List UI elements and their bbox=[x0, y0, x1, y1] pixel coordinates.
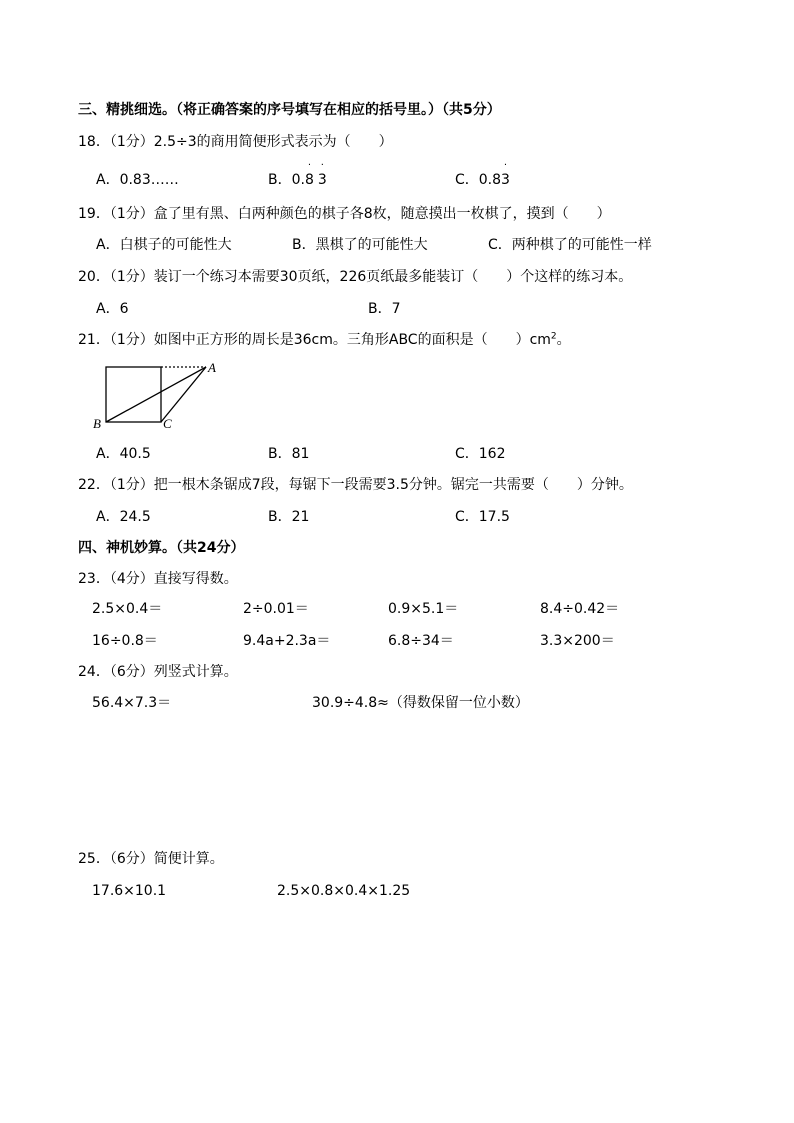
q19-stem: 19．（1分）盒了里有黑、白两种颜色的棋子各8枚，随意摸出一枚棋了，摸到（ ） bbox=[78, 206, 611, 222]
section-3-title: 三、精挑细选。（将正确答案的序号填写在相应的括号里。）（共5分） bbox=[78, 102, 501, 118]
q22-option-a: A．24.5 bbox=[96, 509, 151, 525]
q25-stem: 25．（6分）简便计算。 bbox=[78, 851, 224, 867]
section-4-title: 四、神机妙算。（共24分） bbox=[78, 540, 245, 556]
q18-stem: 18．（1分）2.5÷3的商用简便形式表示为（ ） bbox=[78, 134, 393, 150]
q24-item: 56.4×7.3＝ bbox=[92, 695, 172, 711]
q19-option-b: B．黑棋了的可能性大 bbox=[292, 237, 428, 253]
q23-item: 2÷0.01＝ bbox=[243, 601, 309, 617]
q23-item: 16÷0.8＝ bbox=[92, 633, 158, 649]
q19-option-a: A．白棋子的可能性大 bbox=[96, 237, 232, 253]
q19-option-c: C．两种棋了的可能性一样 bbox=[488, 237, 652, 253]
q23-stem: 23．（4分）直接写得数。 bbox=[78, 571, 238, 587]
q23-item: 2.5×0.4＝ bbox=[92, 601, 163, 617]
repeat-dot-icon: · bbox=[320, 160, 324, 171]
q18-option-b-digit-1: 8 bbox=[304, 172, 314, 188]
q23-item: 8.4÷0.42＝ bbox=[540, 601, 620, 617]
triangle-side-ba bbox=[106, 367, 206, 422]
label-a: A bbox=[208, 360, 216, 375]
repeat-dot-icon: · bbox=[503, 160, 508, 171]
label-c: C bbox=[163, 416, 172, 431]
q22-option-b: B．21 bbox=[268, 509, 310, 525]
q18-option-b bbox=[268, 160, 327, 190]
square-shape bbox=[106, 367, 161, 422]
q22-stem: 22．（1分）把一根木条锯成7段，每锯下一段需要3.5分钟。锯完一共需要（ ）分钟。 bbox=[78, 477, 633, 493]
q18-option-c-repeat bbox=[501, 160, 510, 190]
q18-option-b-repeat-1 bbox=[304, 160, 314, 190]
q21-stem bbox=[78, 330, 571, 350]
q21-option-b: B．81 bbox=[268, 446, 310, 462]
q20-option-a: A．6 bbox=[96, 301, 129, 317]
q20-option-b: B．7 bbox=[368, 301, 401, 317]
q21-stem-text: 21．（1分）如图中正方形的周长是36cm。三角形ABC的面积是（ ）cm bbox=[78, 332, 551, 348]
q25-item: 2.5×0.8×0.4×1.25 bbox=[277, 883, 411, 899]
q23-item: 0.9×5.1＝ bbox=[388, 601, 459, 617]
q21-figure bbox=[90, 360, 230, 432]
q18-option-b-digit-2: 3 bbox=[317, 172, 327, 188]
q18-option-a: A．0.83…… bbox=[96, 172, 179, 188]
q18-option-c-prefix: C．0.8 bbox=[455, 172, 502, 188]
q18-option-c-digit: 3 bbox=[501, 172, 510, 188]
triangle-side-ca bbox=[161, 367, 206, 422]
q18-option-c bbox=[455, 160, 510, 190]
q23-item: 6.8÷34＝ bbox=[388, 633, 454, 649]
q21-option-a: A．40.5 bbox=[96, 446, 151, 462]
q23-item: 3.3×200＝ bbox=[540, 633, 615, 649]
q22-option-c: C．17.5 bbox=[455, 509, 510, 525]
q18-option-b-prefix: B．0. bbox=[268, 172, 305, 188]
q21-option-c: C．162 bbox=[455, 446, 506, 462]
q20-stem: 20．（1分）装订一个练习本需要30页纸，226页纸最多能装订（ ）个这样的练习本。 bbox=[78, 269, 633, 285]
q21-stem-tail: 。 bbox=[556, 332, 571, 348]
q25-item: 17.6×10.1 bbox=[92, 883, 167, 899]
q24-stem: 24．（6分）列竖式计算。 bbox=[78, 664, 238, 680]
q18-option-b-repeat-2 bbox=[317, 160, 327, 190]
label-b: B bbox=[93, 416, 101, 431]
q23-item: 9.4a+2.3a＝ bbox=[243, 633, 331, 649]
q21-superscript: 2 bbox=[550, 331, 557, 342]
repeat-dot-icon: · bbox=[307, 160, 312, 171]
q24-item: 30.9÷4.8≈（得数保留一位小数） bbox=[312, 695, 529, 711]
